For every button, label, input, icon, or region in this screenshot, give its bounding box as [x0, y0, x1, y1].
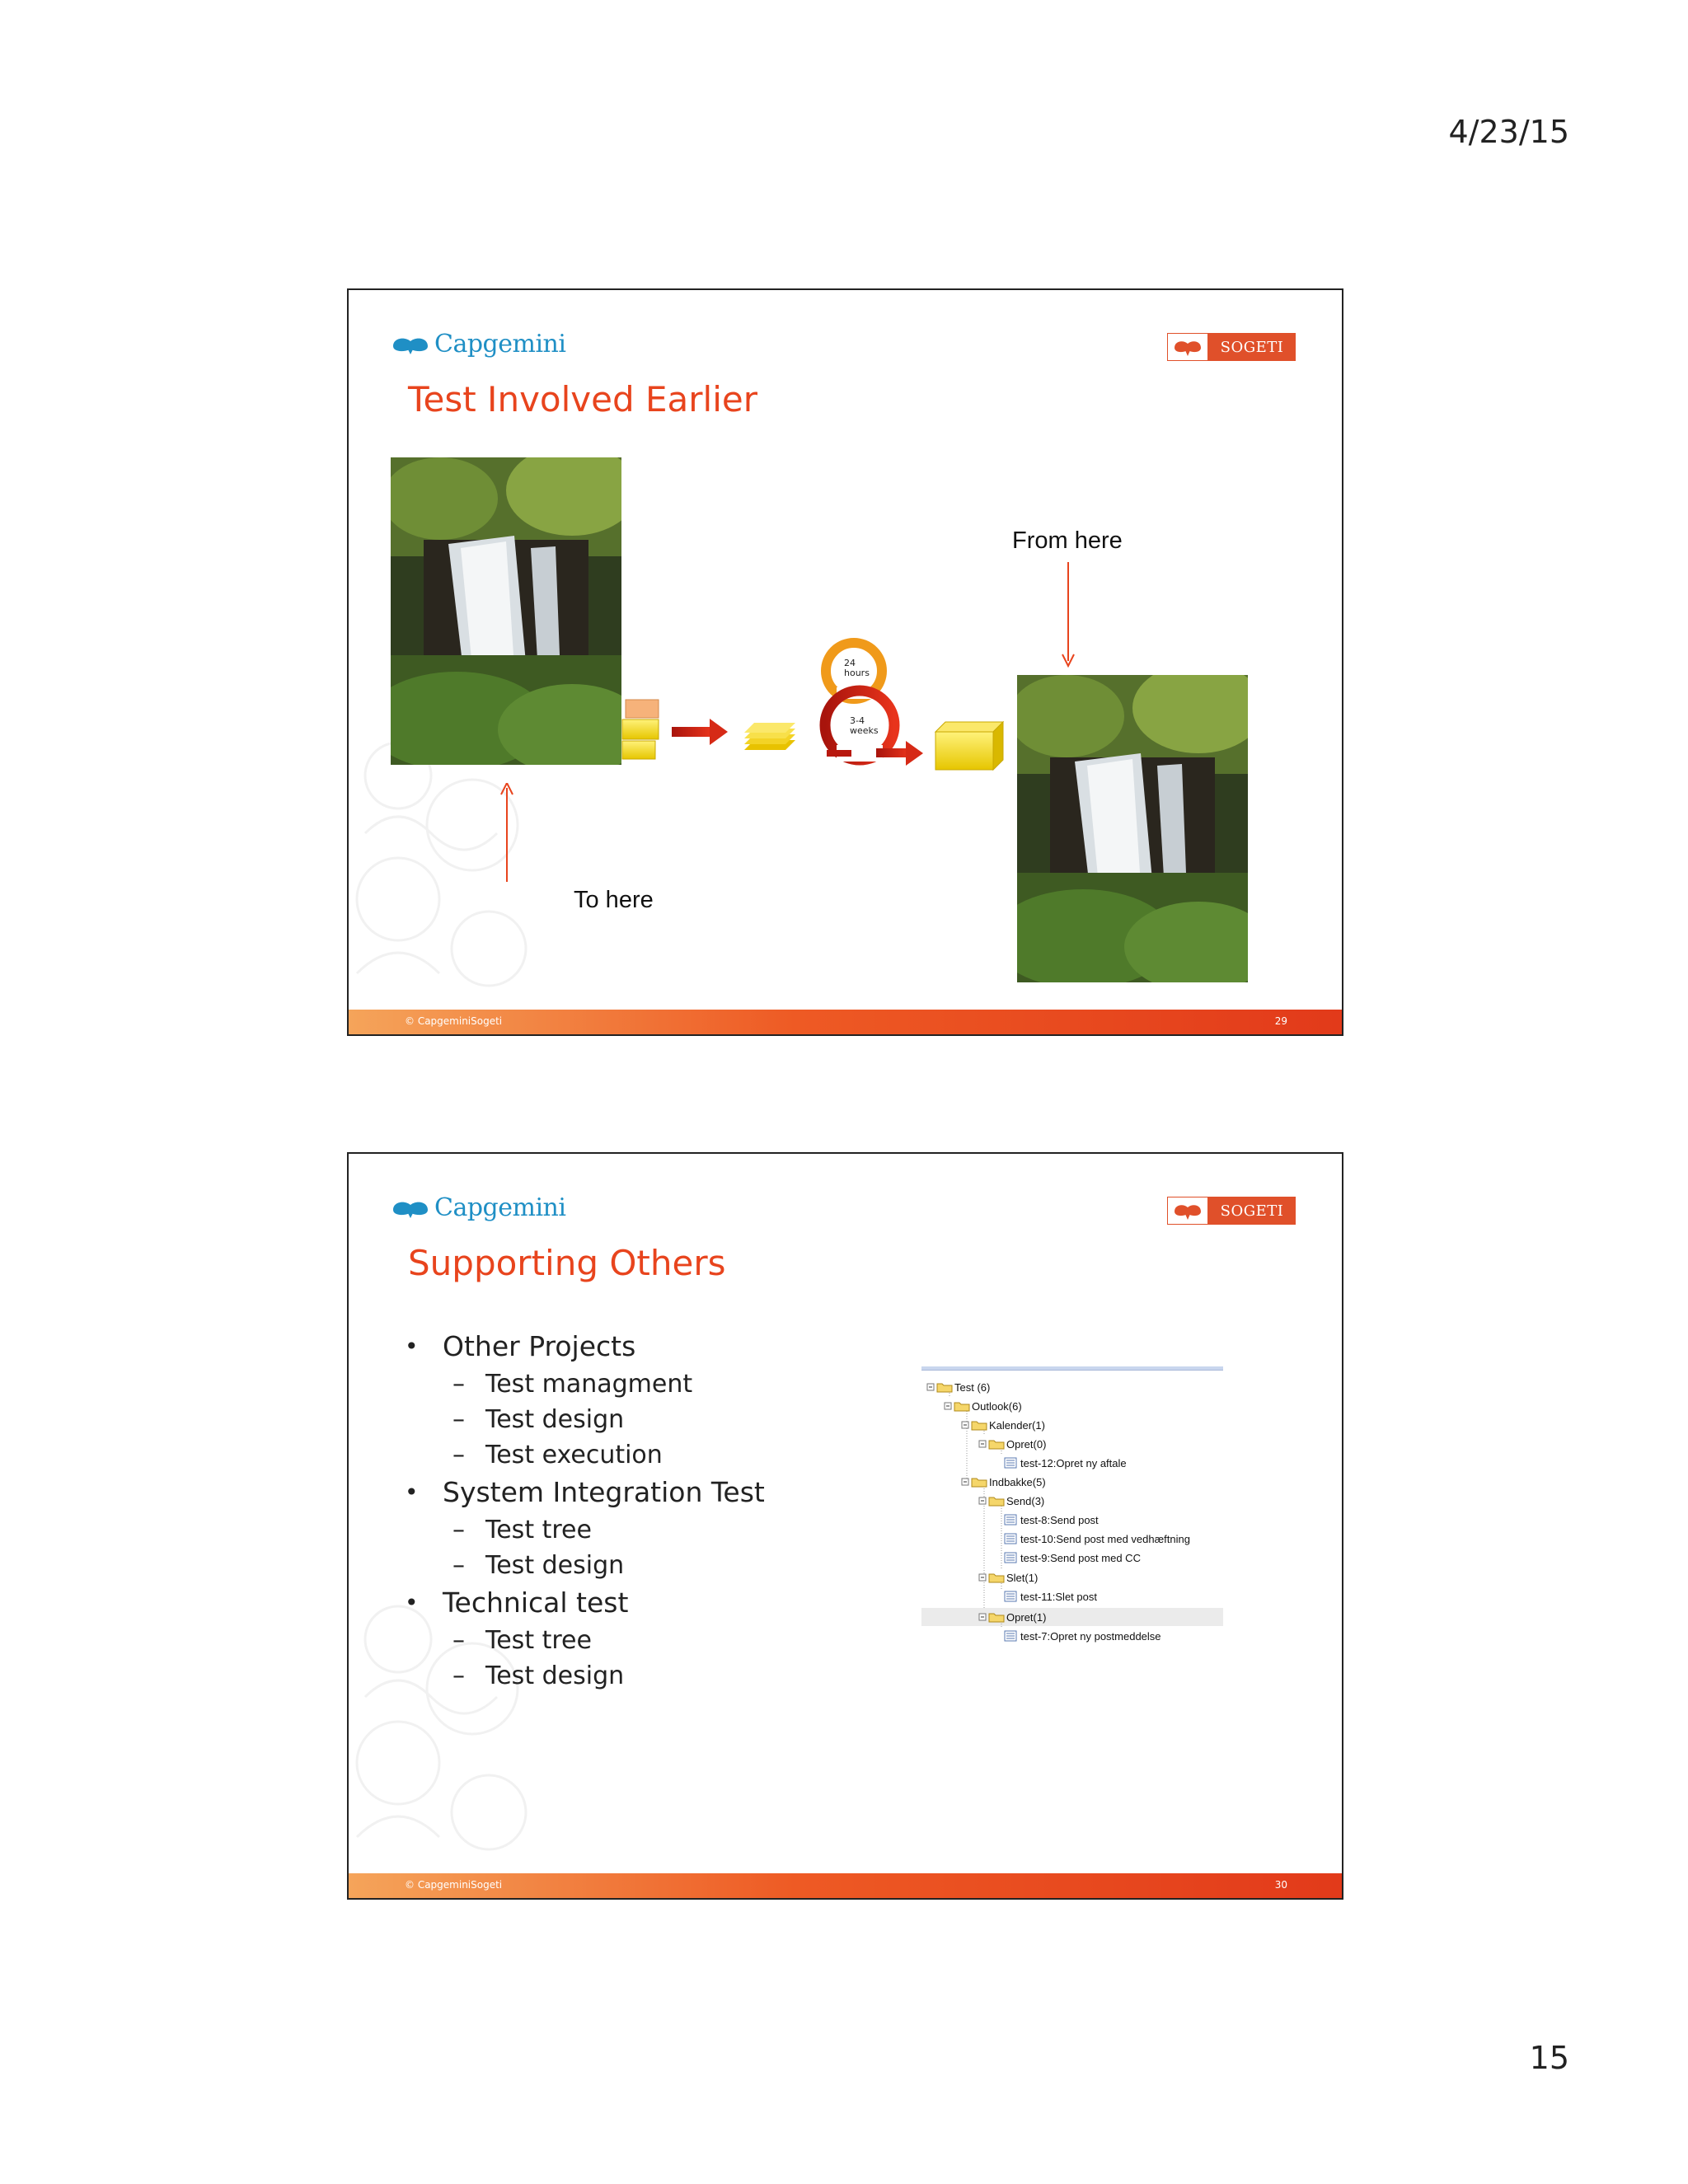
test-case-icon — [1004, 1533, 1020, 1544]
tree-node-test[interactable] — [1004, 1512, 1099, 1527]
tree-node-label: test-9:Send post med CC — [1020, 1551, 1141, 1564]
sogeti-spade-icon — [1167, 1197, 1208, 1225]
sub-bullet-item: – Test managment — [405, 1366, 765, 1402]
footer-copyright: © CapgeminiSogeti — [405, 1879, 503, 1891]
tree-node-label: Indbakke(5) — [989, 1475, 1046, 1488]
sogeti-logo — [1167, 1197, 1296, 1225]
product-block-icon — [935, 722, 1003, 770]
slide-supporting-others — [347, 1152, 1343, 1900]
folder-expanded-icon — [926, 1381, 954, 1393]
tree-node-folder[interactable] — [944, 1399, 1022, 1413]
test-case-icon — [1004, 1457, 1020, 1469]
sub-bullet-item: – Test tree — [405, 1512, 765, 1548]
folder-expanded-icon — [978, 1438, 1006, 1450]
tree-node-label: Slet(1) — [1006, 1571, 1039, 1584]
tree-node-test[interactable] — [1004, 1550, 1141, 1565]
capgemini-wordmark: Capgemini — [434, 1193, 566, 1222]
requirement-blocks-icon — [622, 700, 659, 759]
folder-expanded-icon — [978, 1572, 1006, 1583]
tree-node-label: test-10:Send post med vedhæftning — [1020, 1532, 1190, 1545]
tree-node-label: Opret(1) — [1006, 1610, 1047, 1624]
sub-bullet-item: – Test design — [405, 1658, 765, 1694]
tree-node-folder[interactable] — [978, 1610, 1046, 1624]
sub-bullet-item: – Test tree — [405, 1623, 765, 1658]
sogeti-wordmark: SOGETI — [1208, 1197, 1296, 1225]
slide-footer — [349, 1010, 1342, 1034]
test-case-icon — [1004, 1552, 1020, 1563]
test-case-icon — [1004, 1591, 1020, 1602]
test-case-icon — [1004, 1514, 1020, 1526]
cycle-large-line1: 3-4 — [850, 715, 865, 726]
page-number: 15 — [1529, 2040, 1569, 2076]
from-here-label: From here — [1012, 527, 1123, 554]
tree-node-test[interactable] — [1004, 1455, 1127, 1470]
tree-node-folder[interactable] — [926, 1380, 990, 1394]
tree-node-label: Outlook(6) — [972, 1399, 1022, 1413]
sogeti-wordmark: SOGETI — [1208, 333, 1296, 361]
slide-title: Supporting Others — [408, 1243, 726, 1283]
test-case-icon — [1004, 1630, 1020, 1642]
capgemini-spade-icon — [390, 1197, 431, 1220]
tree-node-label: test-8:Send post — [1020, 1513, 1099, 1526]
cycle-large-line2: weeks — [850, 725, 879, 736]
cycle-small-line1: 24 — [844, 658, 856, 668]
sub-bullet-item: – Test design — [405, 1402, 765, 1437]
up-arrow-icon — [499, 783, 515, 882]
right-arrow-icon — [672, 719, 728, 745]
tree-node-folder[interactable] — [978, 1436, 1046, 1451]
to-here-label: To here — [574, 887, 654, 913]
sub-bullet-item: – Test execution — [405, 1437, 765, 1473]
slide-footer — [349, 1873, 1342, 1898]
process-flow-diagram — [621, 595, 1033, 776]
tree-node-label: test-7:Opret ny postmeddelse — [1020, 1629, 1161, 1643]
tree-node-folder[interactable] — [961, 1474, 1046, 1489]
folder-expanded-icon — [978, 1495, 1006, 1507]
tree-node-label: Test (6) — [954, 1380, 991, 1394]
tree-node-folder[interactable] — [978, 1493, 1044, 1508]
cycle-small-line2: hours — [844, 668, 870, 678]
capgemini-logo — [390, 1193, 565, 1222]
tree-node-test[interactable] — [1004, 1629, 1161, 1643]
capgemini-spade-icon — [390, 333, 431, 356]
slide-test-involved-earlier — [347, 288, 1343, 1036]
folder-expanded-icon — [961, 1476, 989, 1488]
tree-node-test[interactable] — [1004, 1589, 1097, 1604]
slide-title: Test Involved Earlier — [408, 379, 757, 419]
tree-node-folder[interactable] — [961, 1418, 1045, 1432]
capgemini-logo — [390, 330, 565, 359]
waterfall-photo — [391, 457, 621, 765]
sub-bullet-item: – Test design — [405, 1548, 765, 1583]
slide-number: 30 — [1274, 1879, 1287, 1891]
document-stack-icon — [744, 723, 795, 750]
bullet-item: • System Integration Test — [405, 1473, 765, 1512]
page-date: 4/23/15 — [1448, 114, 1569, 150]
folder-expanded-icon — [978, 1611, 1006, 1623]
sogeti-logo — [1167, 333, 1296, 361]
waterfall-photo — [1017, 675, 1248, 982]
test-tree-screenshot — [921, 1366, 1223, 1647]
bullet-item: • Technical test — [405, 1583, 765, 1623]
tree-node-test[interactable] — [1004, 1531, 1190, 1546]
tree-node-label: Kalender(1) — [989, 1418, 1045, 1432]
footer-copyright: © CapgeminiSogeti — [405, 1015, 503, 1027]
tree-node-label: test-11:Slet post — [1020, 1590, 1097, 1603]
bullet-item: • Other Projects — [405, 1327, 765, 1366]
tree-node-label: test-12:Opret ny aftale — [1020, 1456, 1127, 1469]
capgemini-wordmark: Capgemini — [434, 330, 566, 359]
sogeti-spade-icon — [1167, 333, 1208, 361]
folder-expanded-icon — [944, 1400, 972, 1412]
tree-node-label: Opret(0) — [1006, 1437, 1047, 1451]
tree-node-folder[interactable] — [978, 1570, 1038, 1585]
folder-expanded-icon — [961, 1419, 989, 1431]
bullet-list — [405, 1327, 765, 1694]
tree-node-label: Send(3) — [1006, 1494, 1045, 1507]
down-arrow-icon — [1060, 562, 1076, 669]
slide-number: 29 — [1274, 1015, 1287, 1027]
